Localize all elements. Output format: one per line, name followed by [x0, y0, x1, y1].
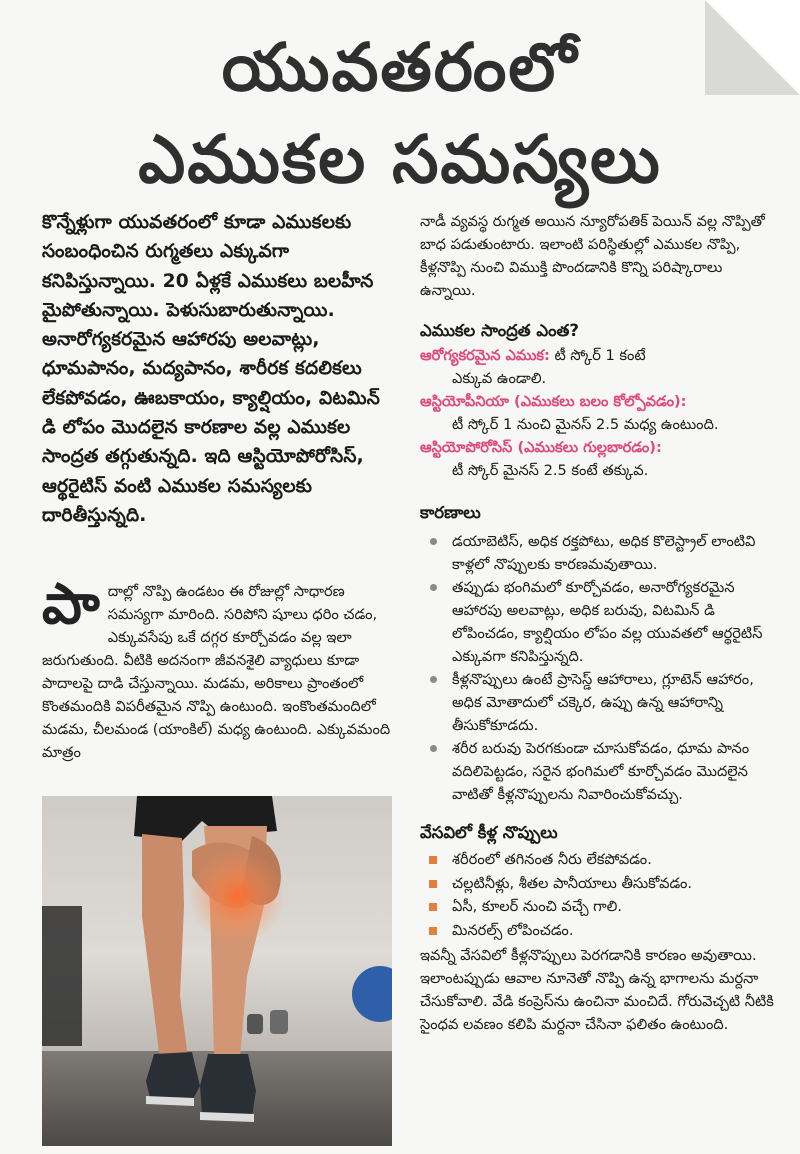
list-item: [420, 872, 778, 896]
density-section: [420, 318, 778, 482]
summer-section: [420, 820, 778, 1036]
summer-item-text: చల్లటినీళ్లు, శీతల పానీయాలు తీసుకోవడం.: [452, 874, 693, 892]
bullet-dot-icon: [430, 584, 437, 591]
density-item-healthy: [420, 344, 778, 367]
density-value-osteopenia: టీ స్కోర్ 1 నుంచి మైనస్ 2.5 మధ్య ఉంటుంది.: [452, 416, 719, 433]
cause-text: తప్పుడు భంగిమలో కూర్చోవడం, అనారోగ్యకరమైన ఆహారపు అలవాట్లు, అధిక బరువు, విటమిన్ డి లోపించడం, క్యాల్షియం లోపం వల్ల యువతలో ఆర్థరైటిస్ ఎక్కువగా కనిపిస్తున్నది.: [452, 579, 763, 665]
density-value-healthy-inline: టీ స్కోర్ 1 కంటే: [554, 347, 646, 364]
density-value-osteoporosis: టీ స్కోర్ మైనస్ 2.5 కంటే తక్కువ.: [452, 462, 649, 479]
summer-closing-paragraph: ఇవన్నీ వేసవిలో కీళ్లనొప్పులు పెరగడానికి కారణం అవుతాయి. ఇలాంటప్పుడు ఆవాల నూనెతో నొప్పి ఉన్న భాగాలను మర్దనా చేసుకోవాలి. వేడి కంప్రెస్‌ను ఉంచినా మంచిదే. గోరువెచ్చటి నీటికి సైంధవ లవణం కలిపి మర్దనా చేసినా ఫలితం ఉంటుంది.: [420, 947, 774, 1033]
bullet-dot-icon: [430, 676, 437, 683]
list-item: [420, 848, 778, 872]
causes-heading: కారణాలు: [420, 503, 481, 522]
density-label-healthy: ఆరోగ్యకరమైన ఎముక:: [420, 347, 550, 364]
list-item: [420, 895, 778, 919]
bullet-square-icon: [429, 880, 437, 888]
cause-text: కీళ్లనొప్పులు ఉంటే ప్రాసెస్డ్ ఆహారాలు, గ్లూటెన్ ఆహారం, అధిక మోతాదులో చక్కెర, ఉప్పు ఉన్న ఆహారాన్ని తీసుకోకూడదు.: [452, 671, 754, 734]
summer-list: [420, 848, 778, 942]
knee-pain-illustration: [42, 796, 392, 1146]
bullet-square-icon: [429, 856, 437, 864]
dropcap-letter: పా: [42, 572, 100, 637]
list-item: [420, 530, 778, 576]
causes-section: [420, 500, 778, 806]
bullet-dot-icon: [430, 745, 437, 752]
summer-heading: వేసవిలో కీళ్ల నొప్పులు: [420, 823, 558, 842]
causes-list: [420, 530, 778, 806]
headline-line-1: యువతరంలో: [221, 29, 579, 106]
list-item: [420, 919, 778, 943]
list-item: [420, 737, 778, 806]
cause-text: డయాబెటిస్, అధిక రక్తపోటు, అధిక కొలెస్ట్రాల్ లాంటివి కాళ్లలో నొప్పులకు కారణమవుతాయి.: [452, 533, 756, 573]
dropcap-paragraph: దాల్లో నొప్పి ఉండటం ఈ రోజుల్లో సాధారణ సమస్యగా మారింది. సరిపోని షూలు ధరిం చడం, ఎక్కువసేపు ఒకే దగ్గర కూర్చోవడం వల్ల ఇలా జరుగుతుంది. వీటికి అదనంగా జీవనశైలి వ్యాధులు కూడా పాదాలపై దాడి చేస్తున్నాయి. మడమ, అరికాలు ప్రాంతంలో కొంతమందికి విపరీతమైన నొప్పి ఉంటుంది. ఇంకొంతమందిలో మడమ, చీలమండ (యాంకిల్) మధ్య ఉంటుంది. ఎక్కువమంది మాత్రం: [42, 583, 391, 761]
density-label-osteopenia: ఆస్టియోపీనియా (ఎముకలు బలం కోల్పోవడం):: [420, 393, 687, 410]
bullet-dot-icon: [430, 538, 437, 545]
headline-line-2: ఎముకల సమస్యలు: [138, 121, 662, 198]
right-intro-paragraph: నాడీ వ్యవస్థ రుగ్మత అయిన న్యూరోపతిక్ పెయిన్ వల్ల నొప్పితో బాధ పడుతుంటారు. ఇలాంటి పరిస్థితుల్లో ఎముకల నొప్పి, కీళ్లనొప్పి నుంచి విముక్తి పొందడానికి కొన్ని పరిష్కారాలు ఉన్నాయి.: [420, 213, 765, 299]
cause-text: శరీర బరువు పెరగకుండా చూసుకోవడం, ధూమ పానం వదిలిపెట్టడం, సరైన భంగిమలో కూర్చోవడం మొదలైన వాటితో కీళ్లనొప్పులను నివారించుకోవచ్చు.: [452, 740, 750, 803]
lead-paragraph-block: [42, 208, 400, 530]
bullet-square-icon: [429, 927, 437, 935]
lead-paragraph: కొన్నేళ్లుగా యువతరంలో కూడా ఎముకలకు సంబంధించిన రుగ్మతలు ఎక్కువగా కనిపిస్తున్నాయి. 20 ఏళ్లకే ఎముకలు బలహీన మైపోతున్నాయి. పెళుసుబారుతున్నాయి. అనారోగ్యకరమైన ఆహారపు అలవాట్లు, ధూమపానం, మద్యపానం, శారీరక కదలికలు లేకపోవడం, ఊబకాయం, క్యాల్షియం, విటమిన్ డి లోపం మొదలైన కారణాల వల్ల ఎముకల సాంద్రత తగ్గుతున్నది. ఇది ఆస్టియోపోరోసిస్, ఆర్థరైటిస్ వంటి ఎముకల సమస్యలకు దారితీస్తున్నది.: [42, 212, 381, 526]
density-label-osteoporosis: ఆస్టియోపోరోసిస్ (ఎముకలు గుల్లబారడం):: [420, 439, 662, 456]
density-value-healthy: ఎక్కువ ఉండాలి.: [452, 370, 547, 387]
knee-pain-photo: [42, 796, 392, 1146]
list-item: [420, 576, 778, 668]
list-item: [420, 668, 778, 737]
summer-item-text: మినరల్స్ లోపించడం.: [452, 921, 574, 939]
density-heading: ఎముకల సాంద్రత ఎంత?: [420, 321, 579, 340]
bullet-square-icon: [429, 903, 437, 911]
dropcap-paragraph-block: [42, 572, 400, 764]
summer-item-text: శరీరంలో తగినంత నీరు లేకపోవడం.: [452, 851, 652, 868]
summer-item-text: ఏసీ, కూలర్ నుంచి వచ్చే గాలి.: [452, 898, 622, 915]
right-column: [420, 210, 778, 1036]
